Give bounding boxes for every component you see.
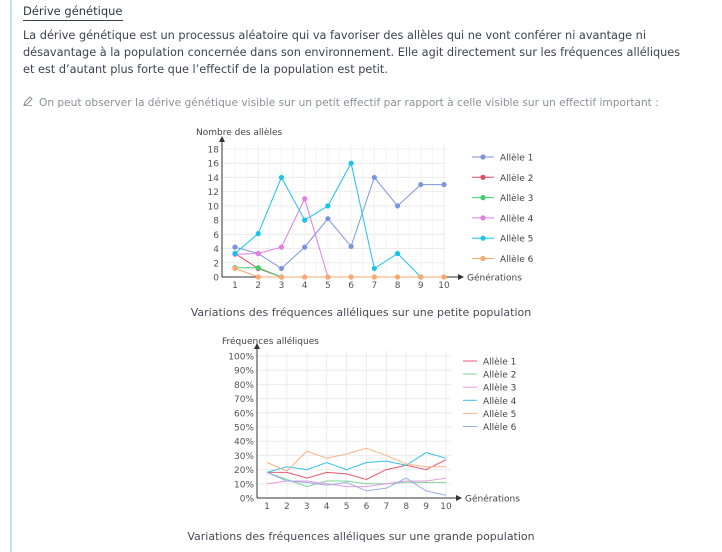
- data-point-6: [232, 266, 237, 271]
- section-title: Dérive génétique: [23, 4, 123, 21]
- x-tick-label: 7: [371, 281, 378, 290]
- legend-label-5: Allèle 5: [500, 234, 534, 245]
- data-point-5: [395, 251, 400, 256]
- legend-label-6: Allèle 6: [483, 423, 517, 433]
- x-tick-label: 8: [394, 281, 401, 290]
- legend-marker-2: [480, 175, 485, 180]
- y-tick-label: 2: [213, 259, 219, 270]
- legend-label-4: Allèle 4: [483, 396, 517, 407]
- data-point-1: [232, 245, 237, 250]
- chart1-caption: Variations des fréquences alléliques sur une petite population: [190, 306, 532, 319]
- y-tick-label: 12: [207, 188, 219, 199]
- legend-marker-3: [480, 195, 485, 200]
- x-tick-label: 4: [301, 281, 308, 290]
- y-tick-label: 8: [213, 216, 219, 227]
- y-tick-label: 90%: [233, 366, 254, 377]
- y-tick-label: 30%: [233, 451, 254, 462]
- data-point-3: [256, 265, 261, 270]
- x-tick-label: 1: [264, 502, 270, 512]
- legend-label-6: Allèle 6: [500, 255, 534, 265]
- data-point-1: [279, 266, 284, 271]
- data-point-6: [325, 274, 330, 279]
- x-tick-label: 6: [363, 502, 370, 512]
- data-point-6: [395, 274, 400, 279]
- y-axis-title: Fréquences alléliques: [222, 337, 319, 347]
- x-tick-label: 9: [417, 281, 424, 290]
- y-axis-title: Nombre des allèles: [196, 128, 283, 138]
- y-tick-label: 10%: [233, 480, 254, 491]
- x-tick-label: 5: [325, 281, 331, 290]
- pencil-icon-svg: [23, 96, 33, 106]
- x-axis-title: Générations: [467, 273, 522, 284]
- data-point-1: [441, 182, 446, 187]
- note-line: [23, 96, 659, 109]
- x-tick-label: 3: [278, 281, 285, 290]
- chart2-caption: Variations des fréquences alléliques sur une grande population: [187, 530, 535, 543]
- x-axis-arrow: [456, 495, 462, 501]
- y-tick-label: 4: [213, 245, 219, 256]
- y-tick-label: 16: [207, 159, 219, 170]
- legend-label-1: Allèle 1: [483, 357, 517, 368]
- x-tick-label: 2: [255, 281, 262, 290]
- small-population-chart: [190, 120, 550, 290]
- data-point-6: [418, 274, 423, 279]
- left-accent-bar: [10, 0, 12, 552]
- large-population-chart: [215, 333, 545, 513]
- data-point-5: [349, 161, 354, 166]
- y-tick-label: 10: [207, 202, 219, 213]
- y-tick-label: 60%: [233, 409, 254, 420]
- y-tick-label: 50%: [233, 423, 254, 434]
- legend-label-1: Allèle 1: [500, 153, 534, 164]
- y-tick-label: 40%: [233, 437, 254, 448]
- y-tick-label: 18: [207, 145, 219, 156]
- y-tick-label: 0: [213, 273, 219, 284]
- y-tick-label: 100%: [228, 352, 254, 363]
- data-point-5: [279, 175, 284, 180]
- data-point-5: [325, 203, 330, 208]
- legend-marker-5: [480, 236, 485, 241]
- y-tick-label: 6: [213, 230, 219, 241]
- y-tick-label: 0%: [239, 494, 254, 505]
- x-axis-title: Générations: [465, 494, 520, 505]
- data-point-6: [372, 274, 377, 279]
- y-tick-label: 20%: [233, 466, 254, 477]
- data-point-4: [256, 251, 261, 256]
- x-tick-label: 10: [438, 281, 450, 290]
- data-point-5: [302, 218, 307, 223]
- legend-label-3: Allèle 3: [483, 383, 517, 394]
- data-point-4: [302, 196, 307, 201]
- x-tick-label: 2: [284, 502, 290, 512]
- data-point-1: [349, 244, 354, 249]
- data-point-6: [256, 274, 261, 279]
- data-point-1: [395, 203, 400, 208]
- x-tick-label: 6: [348, 281, 354, 290]
- legend-label-2: Allèle 2: [500, 173, 534, 184]
- legend-label-2: Allèle 2: [483, 370, 517, 381]
- data-point-1: [302, 245, 307, 250]
- data-point-6: [302, 274, 307, 279]
- x-tick-label: 5: [343, 502, 350, 512]
- data-point-1: [372, 175, 377, 180]
- x-tick-label: 3: [303, 502, 310, 512]
- x-tick-label: 10: [440, 502, 452, 512]
- data-point-5: [232, 251, 237, 256]
- y-tick-label: 80%: [233, 380, 254, 391]
- legend-marker-1: [480, 154, 485, 159]
- note-text: On peut observer la dérive génétique visible sur un petit effectif par rapport à celle visible sur un effectif important :: [39, 97, 659, 109]
- data-point-5: [256, 231, 261, 236]
- section-paragraph: La dérive génétique est un processus aléatoire qui va favoriser des allèles qui ne vont conférer ni avantage ni désavantage à la population concernée dans son environnement. Elle agit directement sur les fréquences alléliques et est d’autant plus forte que l’effectif de la population est petit.: [23, 29, 681, 76]
- data-point-1: [325, 216, 330, 221]
- legend-label-3: Allèle 3: [500, 194, 534, 205]
- data-point-1: [418, 182, 423, 187]
- data-point-6: [441, 274, 446, 279]
- data-point-6: [279, 274, 284, 279]
- legend-marker-4: [480, 215, 485, 220]
- x-tick-label: 4: [323, 502, 330, 512]
- legend-label-4: Allèle 4: [500, 214, 534, 225]
- x-tick-label: 7: [383, 502, 390, 512]
- y-tick-label: 14: [207, 173, 219, 184]
- legend-marker-6: [480, 256, 485, 261]
- x-tick-label: 8: [403, 502, 410, 512]
- data-point-5: [372, 266, 377, 271]
- y-tick-label: 70%: [233, 395, 254, 406]
- pencil-icon: [23, 96, 33, 109]
- data-point-6: [349, 274, 354, 279]
- x-axis-arrow: [458, 274, 464, 280]
- legend-label-5: Allèle 5: [483, 409, 517, 420]
- x-tick-label: 1: [232, 281, 238, 290]
- x-tick-label: 9: [423, 502, 429, 512]
- data-point-4: [279, 245, 284, 250]
